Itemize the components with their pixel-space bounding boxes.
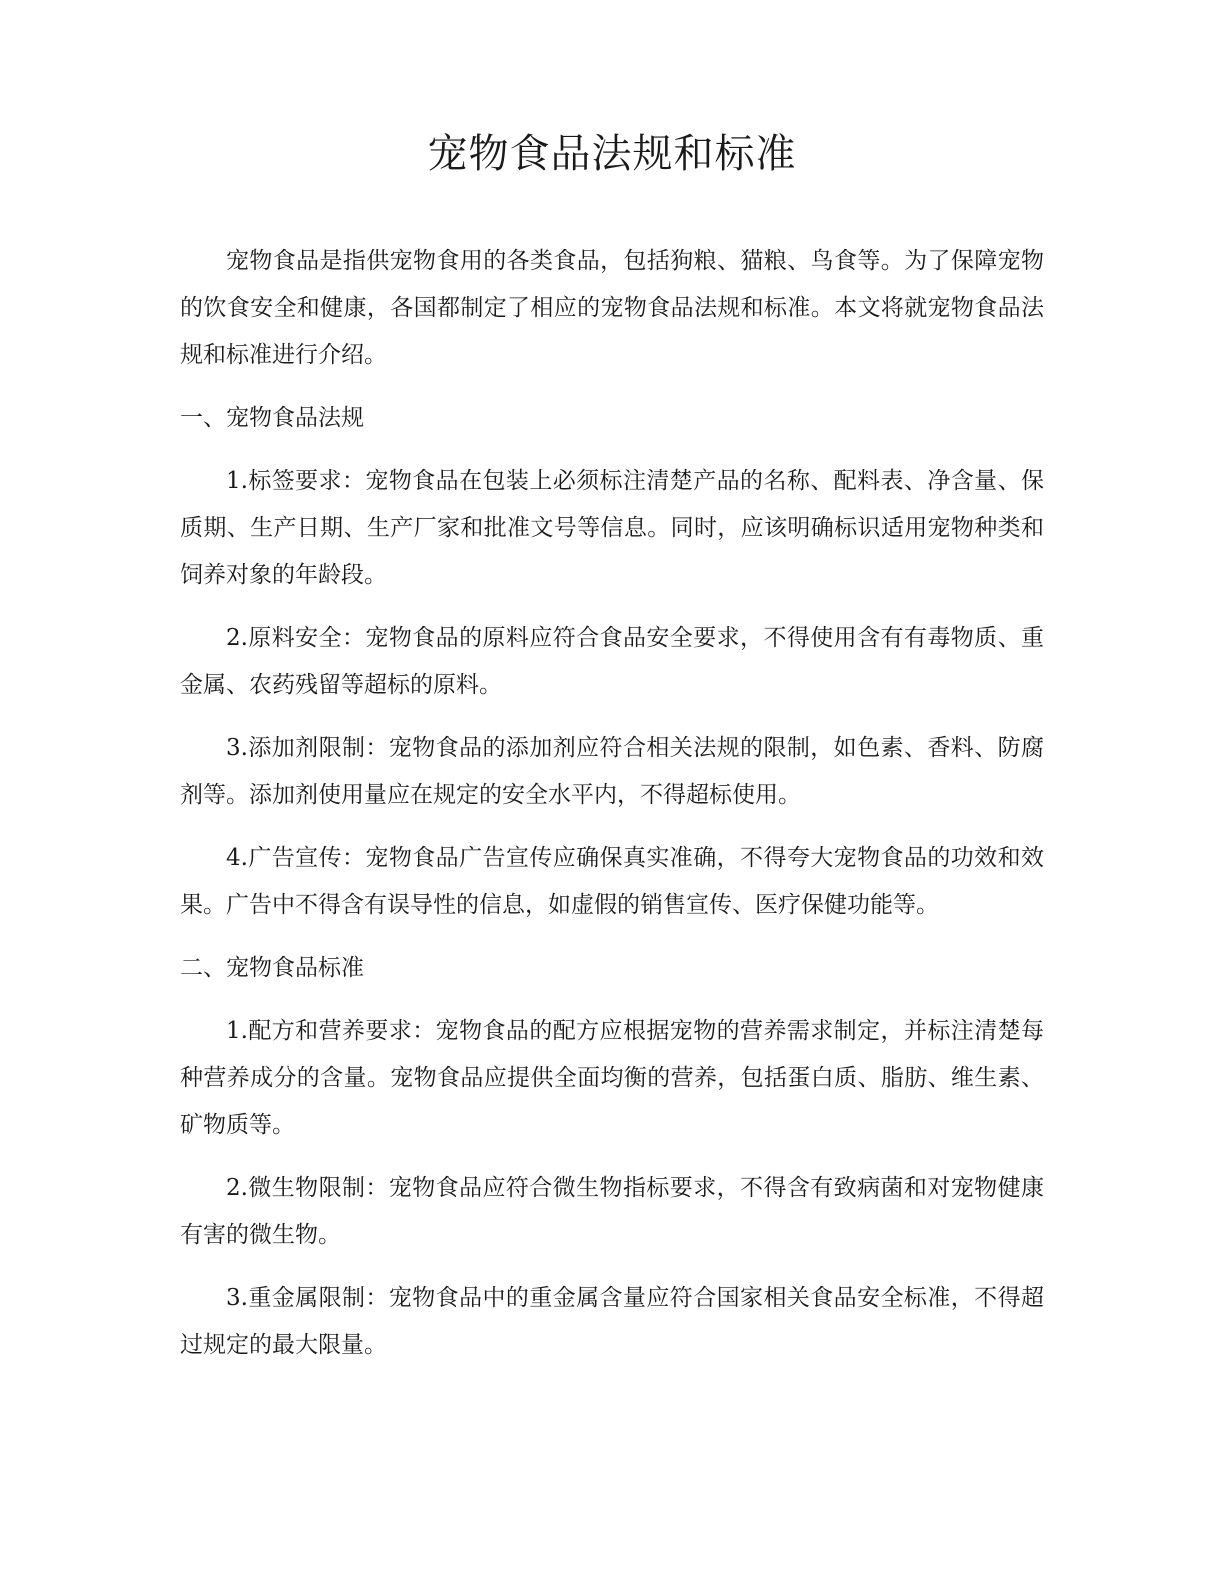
standard-item-nutrition: 1.配方和营养要求：宠物食品的配方应根据宠物的营养需求制定，并标注清楚每种营养成分的含量。宠物食品应提供全面均衡的营养，包括蛋白质、脂肪、维生素、矿物质等。 [180,1018,1044,1138]
section-heading-regulations: 一、宠物食品法规 [180,405,364,431]
regulation-item-advertising: 4.广告宣传：宠物食品广告宣传应确保真实准确，不得夸大宠物食品的功效和效果。广告中不得含有误导性的信息，如虚假的销售宣传、医疗保健功能等。 [180,845,1044,918]
regulation-item-labeling: 1.标签要求：宠物食品在包装上必须标注清楚产品的名称、配料表、净含量、保质期、生产日期、生产厂家和批准文号等信息。同时，应该明确标识适用宠物种类和饲养对象的年龄段。 [180,468,1044,588]
standard-item-microbes: 2.微生物限制：宠物食品应符合微生物指标要求，不得含有致病菌和对宠物健康有害的微生物。 [180,1175,1044,1248]
document-title: 宠物食品法规和标准 [427,131,797,177]
regulation-item-additives: 3.添加剂限制：宠物食品的添加剂应符合相关法规的限制，如色素、香料、防腐剂等。添加剂使用量应在规定的安全水平内，不得超标使用。 [180,735,1044,808]
document-body [180,238,1044,1385]
section-heading-standards: 二、宠物食品标准 [180,955,364,981]
standard-item-heavy-metals: 3.重金属限制：宠物食品中的重金属含量应符合国家相关食品安全标准，不得超过规定的最大限量。 [180,1285,1044,1358]
regulation-item-raw-materials: 2.原料安全：宠物食品的原料应符合食品安全要求，不得使用含有有毒物质、重金属、农药残留等超标的原料。 [180,625,1044,698]
document-page [180,0,1044,1584]
intro-paragraph: 宠物食品是指供宠物食用的各类食品，包括狗粮、猫粮、鸟食等。为了保障宠物的饮食安全和健康，各国都制定了相应的宠物食品法规和标准。本文将就宠物食品法规和标准进行介绍。 [180,248,1044,368]
